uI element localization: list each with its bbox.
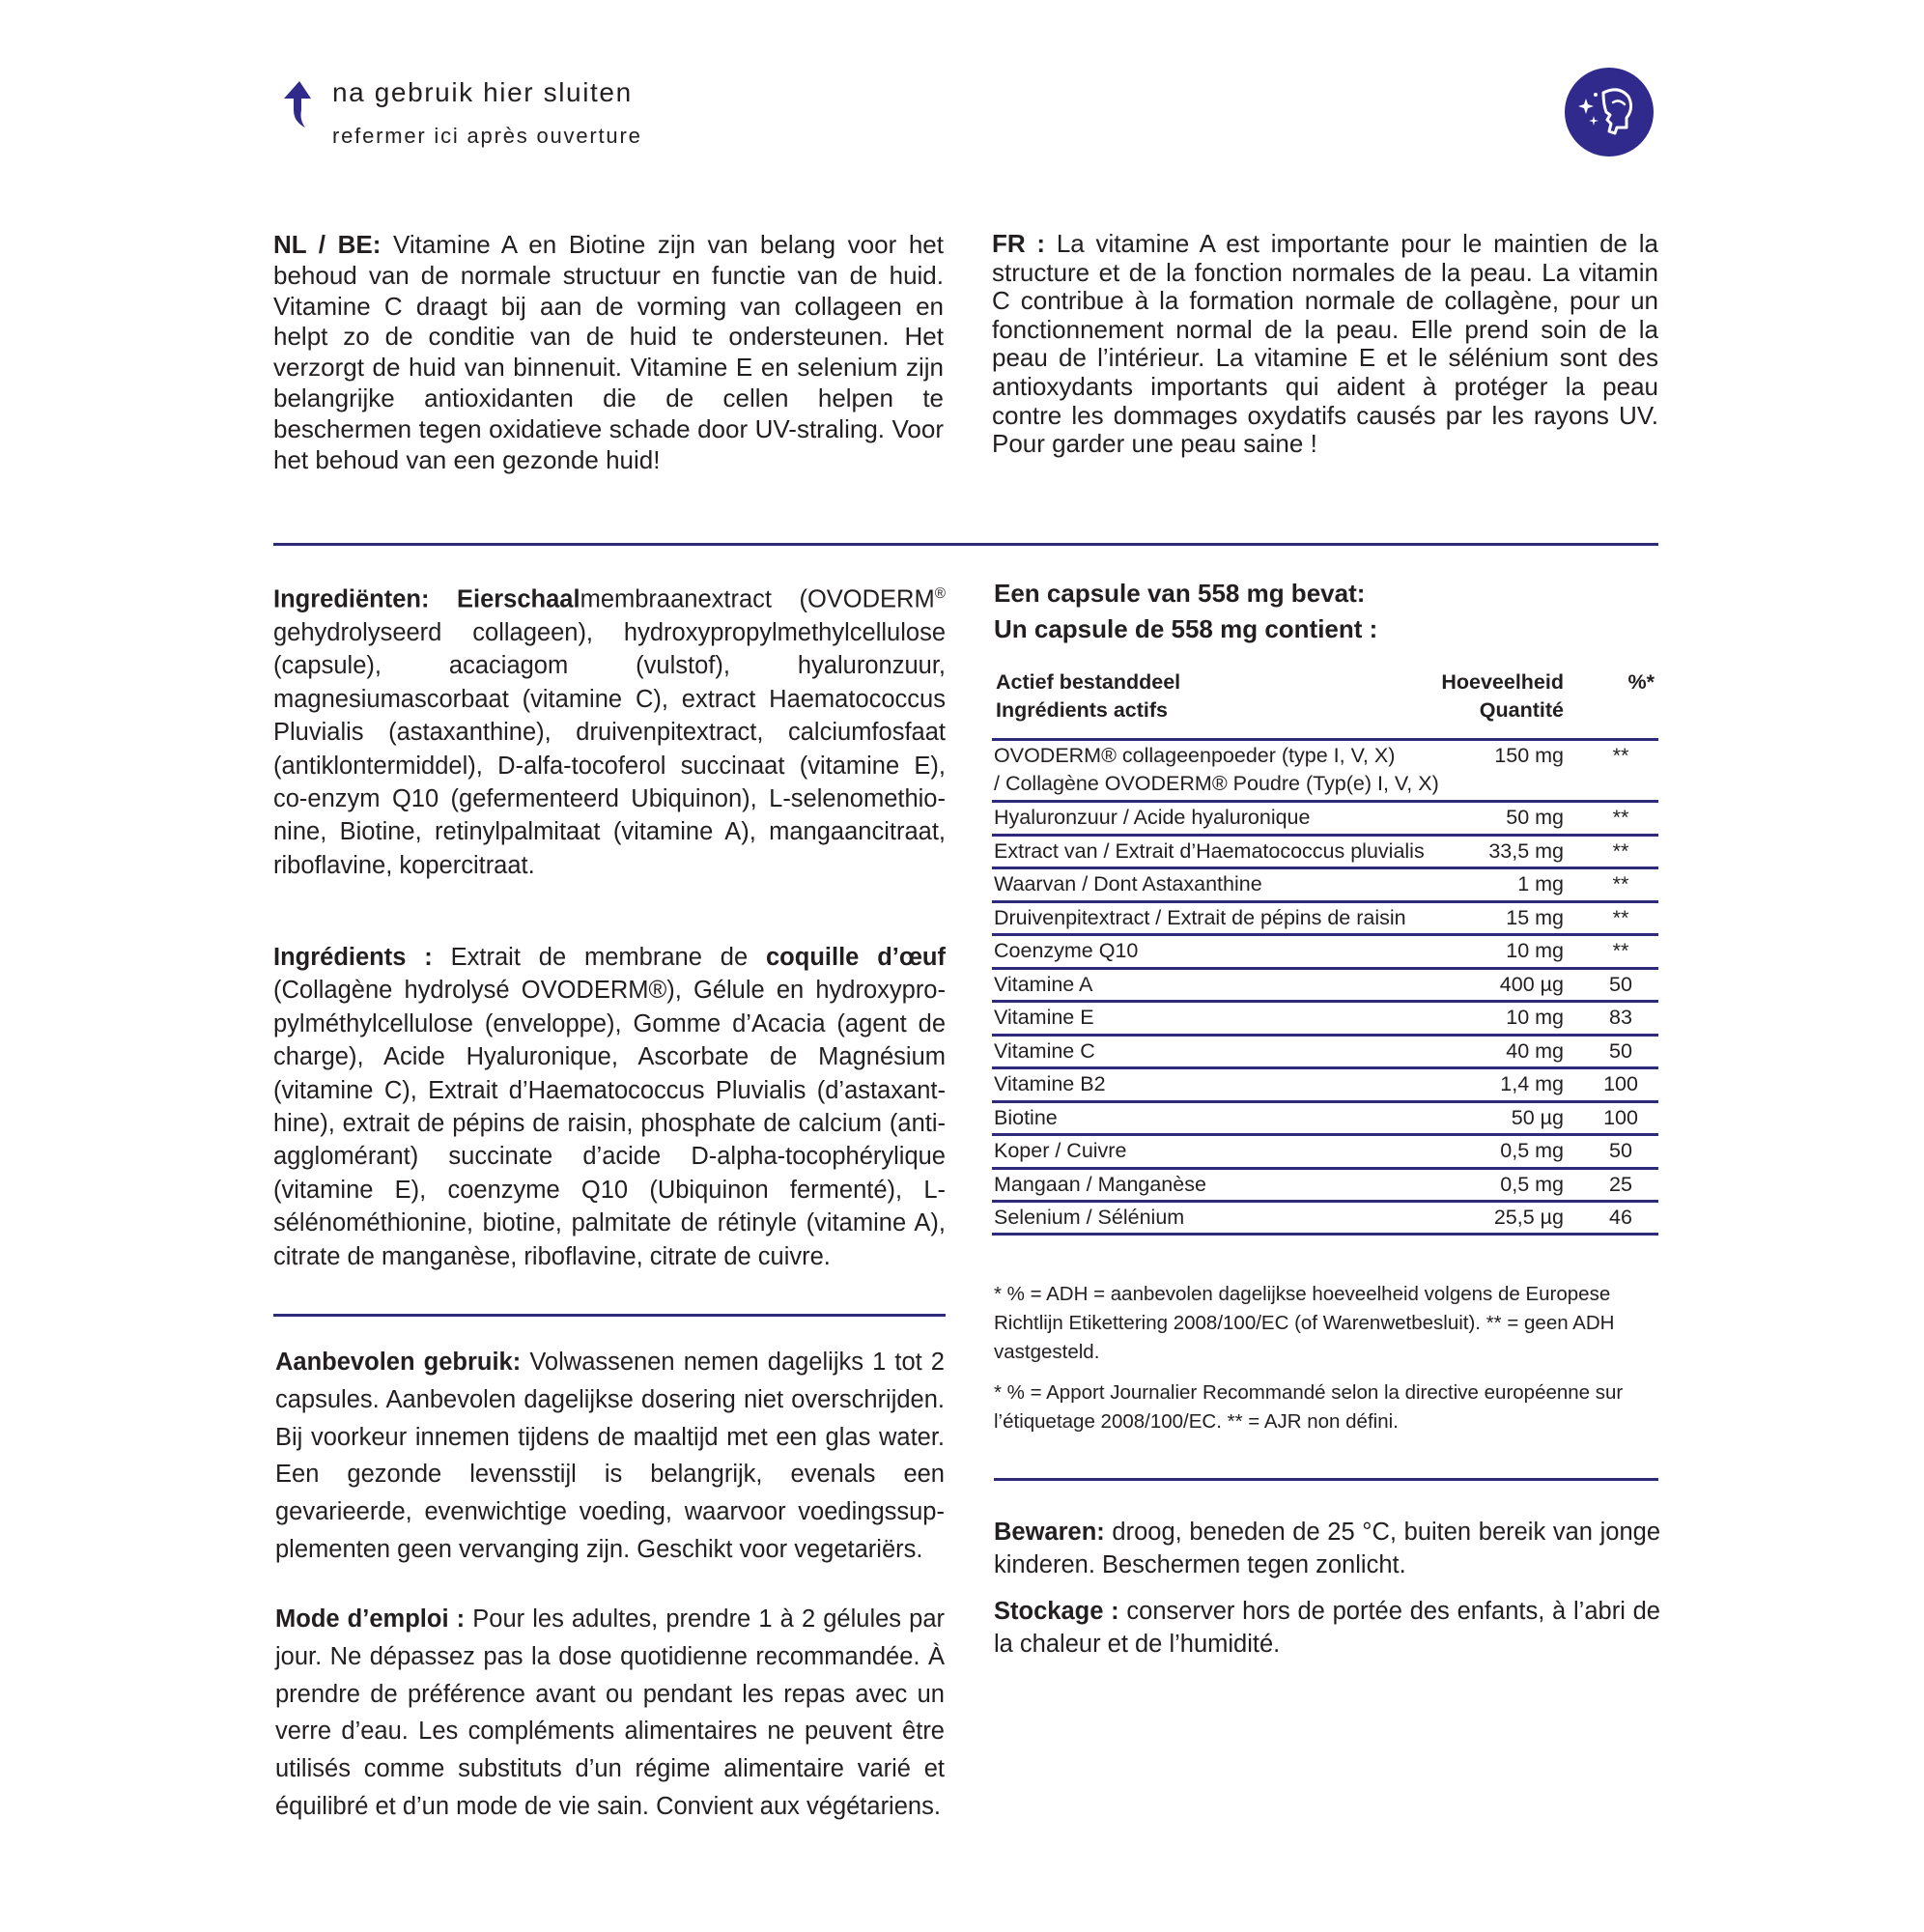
row-name-line1: OVODERM® collageenpoeder (type I, V, X) — [994, 744, 1396, 767]
row-name: Koper / Cuivre — [994, 1139, 1127, 1162]
row-amount: 1,4 mg — [1500, 1072, 1564, 1095]
row-percent: ** — [1612, 905, 1629, 929]
ingredients-fr — [273, 941, 946, 1273]
ingredients-fr-text-2: (Collagène hydrolysé OVODERM®), Gélule en hydroxypropylméthylcellulose (enveloppe), Gomme d’Acacia (agent de charge), Acide Hyaluronique, Ascorbate de Magnésium (vitamine C), Extrait d’Haematococcus Pluvialis (d’astaxanthine), extrait de pépins de raisin, phosphate de calcium (anti-agglomérant) succinate d’acide D-alpha-tocophérylique (vitamine E), coenzyme Q10 (Ubiquinon fermenté), L-sélénométhionine, biotine, palmitate de rétinyle (vitamine A), citrate de manganèse, riboflavine, citrate de cuivre. — [273, 977, 946, 1270]
storage-nl — [994, 1516, 1660, 1582]
intro-nl — [273, 230, 944, 475]
row-name: Coenzyme Q10 — [994, 939, 1139, 962]
table-row — [992, 867, 1658, 900]
header-ingredient-nl: Actief bestanddeel — [996, 670, 1181, 694]
row-percent: 25 — [1609, 1172, 1632, 1196]
intro-fr — [992, 230, 1658, 459]
row-amount: 40 mg — [1506, 1038, 1564, 1063]
row-name — [994, 742, 1439, 798]
row-amount: 10 mg — [1506, 939, 1564, 962]
row-amount: 0,5 mg — [1500, 1172, 1564, 1196]
storage-fr — [994, 1595, 1660, 1662]
row-amount: 400 µg — [1499, 972, 1564, 996]
divider — [994, 1478, 1658, 1481]
row-percent: ** — [1612, 872, 1629, 895]
header-ingredient-fr: Ingrédients actifs — [996, 698, 1169, 722]
row-percent: 83 — [1609, 1006, 1632, 1029]
table-row — [992, 967, 1658, 1001]
close-instruction-fr: refermer ici après ouverture — [332, 124, 642, 148]
ingredients-nl-text-1: membraanextract (OVODERM — [580, 585, 935, 613]
table-row — [992, 900, 1658, 934]
intro-nl-text: Vitamine A en Biotine zijn van belang voor het behoud van de normale structuur en functie van de huid. Vitamine C draagt bij aan de vorming van collageen en helpt zo de conditie van de huid te ondersteunen. Het verzorgt de huid van binnenuit. Vitamine E en selenium zijn belangrijke antioxidanten die de cellen helpen te beschermen tegen oxidatieve schade door UV-straling. Voor het behoud van een gezonde huid! — [273, 230, 944, 474]
row-name: Waarvan / Dont Astaxanthine — [994, 872, 1262, 895]
table-row — [992, 1000, 1658, 1034]
ingredients-fr-text-1: Extrait de membrane de — [432, 944, 766, 971]
usage-nl — [275, 1344, 945, 1569]
row-name: Biotine — [994, 1105, 1058, 1129]
storage-fr-text: conserver hors de portée des enfants, à l’abri de la chaleur et de l’humidité. — [994, 1598, 1660, 1659]
row-amount: 15 mg — [1506, 905, 1564, 929]
row-amount: 33,5 mg — [1488, 838, 1564, 863]
table-row — [992, 800, 1658, 834]
row-name: Druivenpitextract / Extrait de pépins de raisin — [994, 905, 1406, 929]
usage-fr-label: Mode d’emploi : — [275, 1605, 466, 1633]
row-name: Vitamine B2 — [994, 1072, 1106, 1095]
ingredients-nl-text-2: gehydrolyseerd collageen), hydroxypropylmethylcellulose (capsule), acaciagom (vulstof), hyaluronzuur, magnesiumascorbaat (vitamine C), extract Haematococcus Pluvialis (astaxanthine), druivenpitextract, calciumfosfaat (antiklontermiddel), D-alfa-tocoferol succinaat (vitamine E), co-enzym Q10 (gefermenteerd Ubiquinon), L-selenomethionine, Biotine, retinylpalmitaat (vitamine A), mangaancitraat, riboflavine, kopercitraat. — [273, 618, 946, 879]
ingredients-nl-label: Ingrediënten: Eierschaal — [273, 585, 580, 613]
row-name: Extract van / Extrait d’Haematococcus pluvialis — [994, 838, 1425, 863]
row-percent: ** — [1612, 806, 1629, 829]
row-percent: 100 — [1603, 1105, 1638, 1129]
row-amount: 0,5 mg — [1500, 1139, 1564, 1162]
row-percent: 50 — [1609, 972, 1632, 996]
table-row — [992, 1100, 1658, 1134]
divider — [273, 543, 1658, 546]
row-amount: 1 mg — [1517, 872, 1564, 895]
intro-nl-label: NL / BE: — [273, 230, 382, 259]
row-amount: 25,5 µg — [1493, 1206, 1564, 1229]
header-amount — [1441, 668, 1564, 724]
header-amount-fr: Quantité — [1479, 698, 1564, 722]
nutrient-table — [992, 668, 1658, 1236]
capsule-heading-nl: Een capsule van 558 mg bevat: — [994, 579, 1366, 608]
row-percent: 50 — [1609, 1139, 1632, 1162]
footnote-nl: * % = ADH = aanbevolen dagelijkse hoeveelheid volgens de Europese Richtlijn Etikettering 2008/100/EC (of Warenwetbesluit). ** = geen ADH vastgesteld. — [994, 1283, 1615, 1363]
storage-fr-label: Stockage : — [994, 1598, 1119, 1625]
intro-fr-label: FR : — [992, 229, 1046, 258]
table-row — [992, 1066, 1658, 1100]
table-row — [992, 933, 1658, 967]
row-name: Vitamine A — [994, 972, 1093, 996]
capsule-heading-fr: Un capsule de 558 mg contient : — [994, 614, 1378, 643]
row-name: Vitamine C — [994, 1038, 1095, 1063]
ingredients-fr-label: Ingrédients : — [273, 944, 433, 971]
table-header — [992, 668, 1658, 738]
storage-nl-label: Bewaren: — [994, 1519, 1105, 1546]
table-row — [992, 738, 1658, 800]
row-name: Vitamine E — [994, 1006, 1094, 1029]
row-percent: 100 — [1603, 1072, 1638, 1095]
usage-fr — [275, 1601, 945, 1826]
table-row — [992, 1200, 1658, 1236]
row-name: Hyaluronzuur / Acide hyaluronique — [994, 806, 1311, 829]
row-percent: ** — [1612, 838, 1629, 863]
row-percent: ** — [1612, 939, 1629, 962]
row-name: Mangaan / Manganèse — [994, 1172, 1206, 1196]
ingredients-nl — [273, 578, 946, 882]
usage-nl-label: Aanbevolen gebruik: — [275, 1349, 522, 1376]
row-amount: 50 mg — [1506, 806, 1564, 829]
intro-fr-text: La vitamine A est importante pour le maintien de la structure et de la fonction normales de la peau. La vitamin C contribue à la formation normale de collagène, pour un fonctionnement normal de la peau. Elle prend soin de la peau de l’intérieur. La vitamine E et le sélénium sont des antioxydants importants qui aident à protéger la peau contre les dommages oxydatifs causés par les rayons UV. Pour garder une peau saine ! — [992, 229, 1659, 459]
row-amount: 10 mg — [1506, 1006, 1564, 1029]
footnote-fr: * % = Apport Journalier Recommandé selon la directive européenne sur l’étiquetage 2008/100/EC. ** = AJR non défini. — [994, 1381, 1624, 1433]
row-amount: 50 µg — [1511, 1105, 1564, 1129]
header-percent: %* — [1627, 670, 1655, 694]
divider — [273, 1314, 946, 1317]
header-amount-nl: Hoeveelheid — [1441, 670, 1564, 694]
row-percent: 50 — [1609, 1038, 1632, 1063]
row-amount: 150 mg — [1494, 744, 1564, 767]
table-row — [992, 1034, 1658, 1067]
close-instruction-nl: na gebruik hier sluiten — [332, 77, 633, 107]
usage-fr-text: Pour les adultes, prendre 1 à 2 gélules par jour. Ne dépassez pas la dose quotidienne recommandée. À prendre de préférence avant ou pendant les repas avec un verre d’eau. Les compléments alimentaires ne peuvent être utilisés comme substituts d’un régime alimentaire varié et équilibré et d’un mode de vie sain. Convient aux végétariens. — [275, 1605, 946, 1820]
arrow-up-icon — [282, 81, 321, 128]
table-row — [992, 834, 1658, 867]
skin-sparkle-face-icon — [1565, 68, 1654, 156]
row-percent: ** — [1612, 744, 1629, 767]
row-percent: 46 — [1609, 1206, 1632, 1229]
table-row — [992, 1133, 1658, 1167]
usage-nl-text: Volwassenen nemen dagelijks 1 tot 2 capsules. Aanbevolen dagelijkse dosering niet overschrijden. Bij voorkeur innemen tijdens de maaltijd met een glas water. Een gezonde levensstijl is belangrijk, evenals een gevarieerde, evenwichtige voeding, waarvoor voedingssupplementen geen vervanging zijn. Geschikt voor vegetariërs. — [275, 1349, 945, 1563]
header-ingredient — [996, 668, 1180, 724]
row-name: Selenium / Sélénium — [994, 1206, 1185, 1229]
capsule-heading — [994, 576, 1377, 647]
ingredients-fr-bold: coquille d’œuf — [765, 944, 946, 971]
storage-nl-text: droog, beneden de 25 °C, buiten bereik van jonge kinderen. Beschermen tegen zonlicht. — [994, 1519, 1660, 1579]
table-row — [992, 1167, 1658, 1201]
registered-mark: ® — [934, 585, 946, 602]
row-name-line2: / Collagène OVODERM® Poudre (Typ(e) I, V, X) — [994, 772, 1439, 795]
